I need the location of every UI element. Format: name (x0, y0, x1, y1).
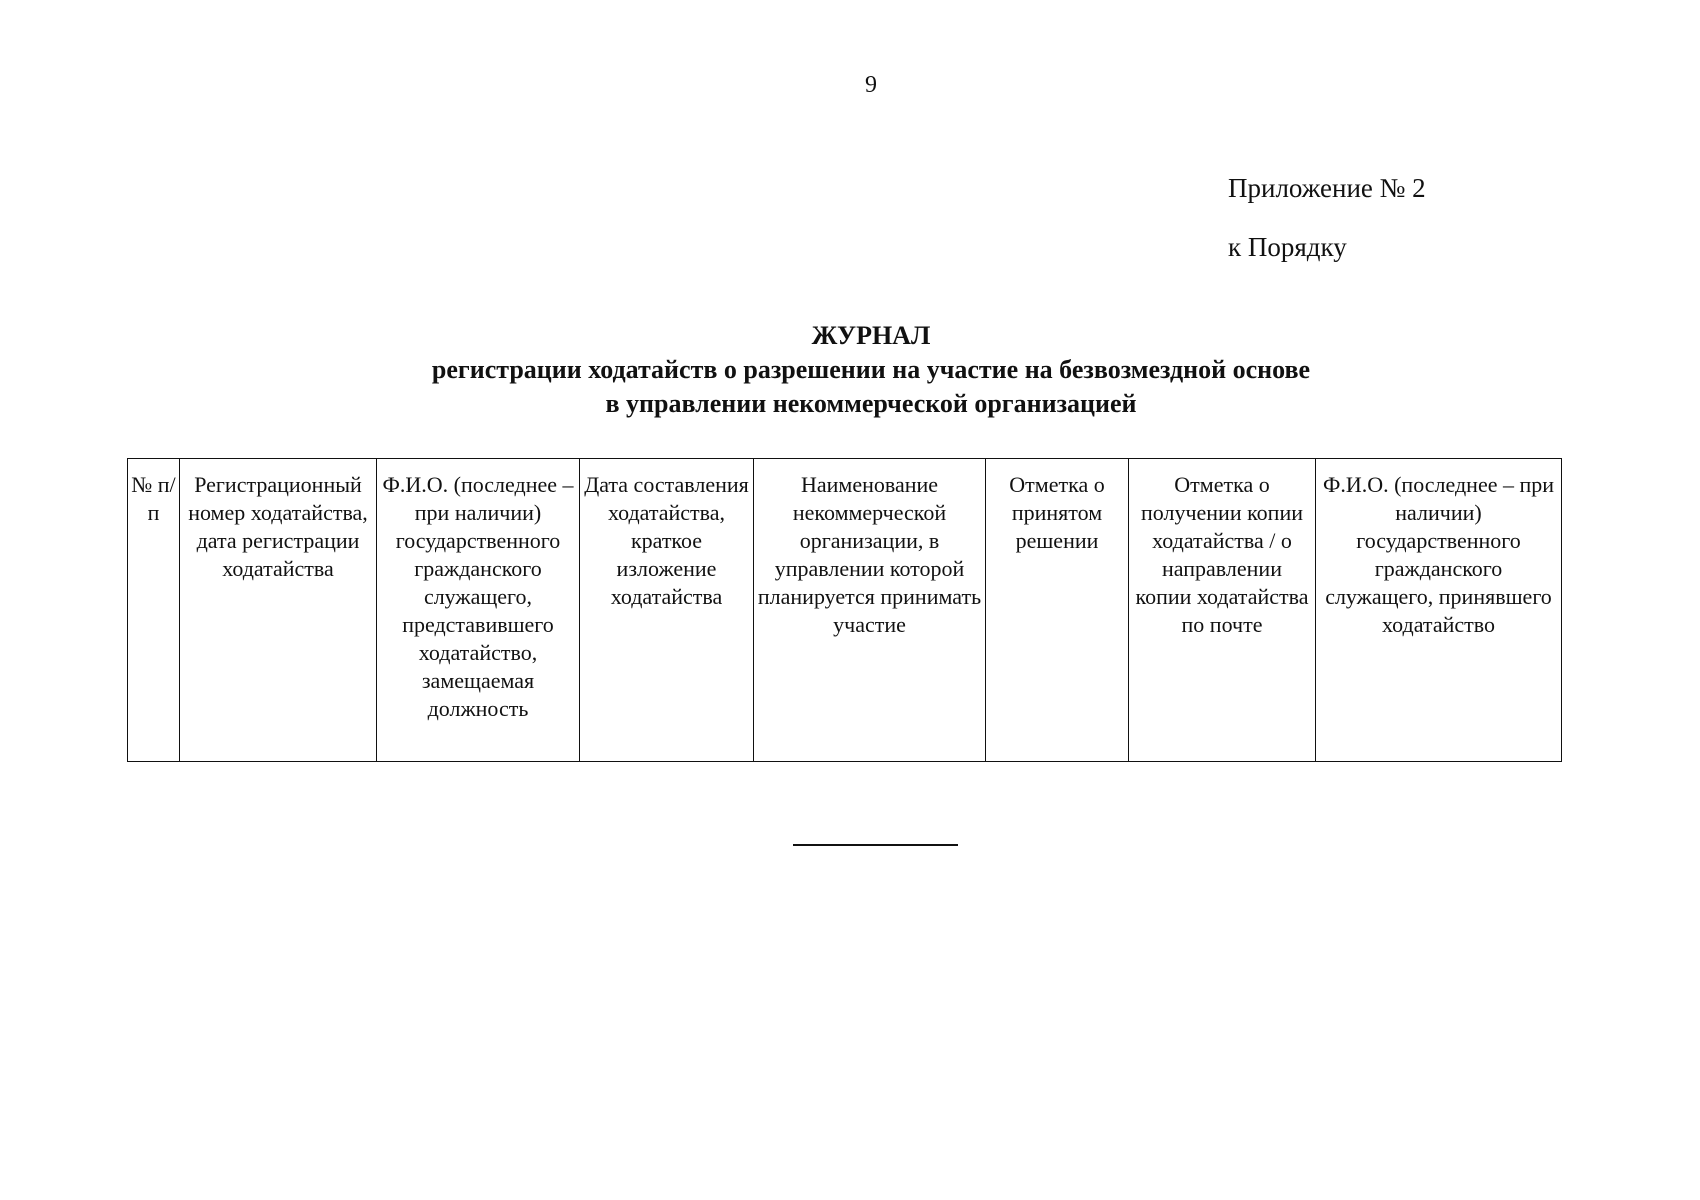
title-main: ЖУРНАЛ (811, 321, 931, 350)
col-header-organization: Наименование некоммерческой организации, в управлении которой планируется принимать участие (754, 459, 986, 762)
journal-table (127, 458, 1562, 762)
col-header-receiver: Ф.И.О. (последнее – при наличии) государственного гражданского служащего, принявшего ходатайство (1316, 459, 1562, 762)
page-number: 9 (865, 72, 877, 98)
col-header-copy-receipt: Отметка о получении копии ходатайства / о направлении копии ходатайства по почте (1129, 459, 1316, 762)
title-subtitle-line-2: в управлении некоммерческой организацией (605, 389, 1137, 418)
col-header-submitter: Ф.И.О. (последнее – при наличии) государственного гражданского служащего, представившего ходатайство, замещаемая должность (377, 459, 580, 762)
col-header-date-summary: Дата составления ходатайства, краткое изложение ходатайства (580, 459, 754, 762)
end-divider (793, 844, 958, 846)
col-header-number: № п/п (128, 459, 180, 762)
title-subtitle-line-1: регистрации ходатайств о разрешении на участие на безвозмездной основе (431, 355, 1311, 384)
col-header-registration: Регистрационный номер ходатайства, дата регистрации ходатайства (180, 459, 377, 762)
appendix-reference (1228, 170, 1426, 265)
col-header-decision: Отметка о принятом решении (986, 459, 1129, 762)
appendix-to-order: к Порядку (1228, 232, 1347, 262)
appendix-number: Приложение № 2 (1228, 173, 1426, 203)
table-header-row (128, 459, 1562, 762)
document-title (0, 319, 1700, 421)
